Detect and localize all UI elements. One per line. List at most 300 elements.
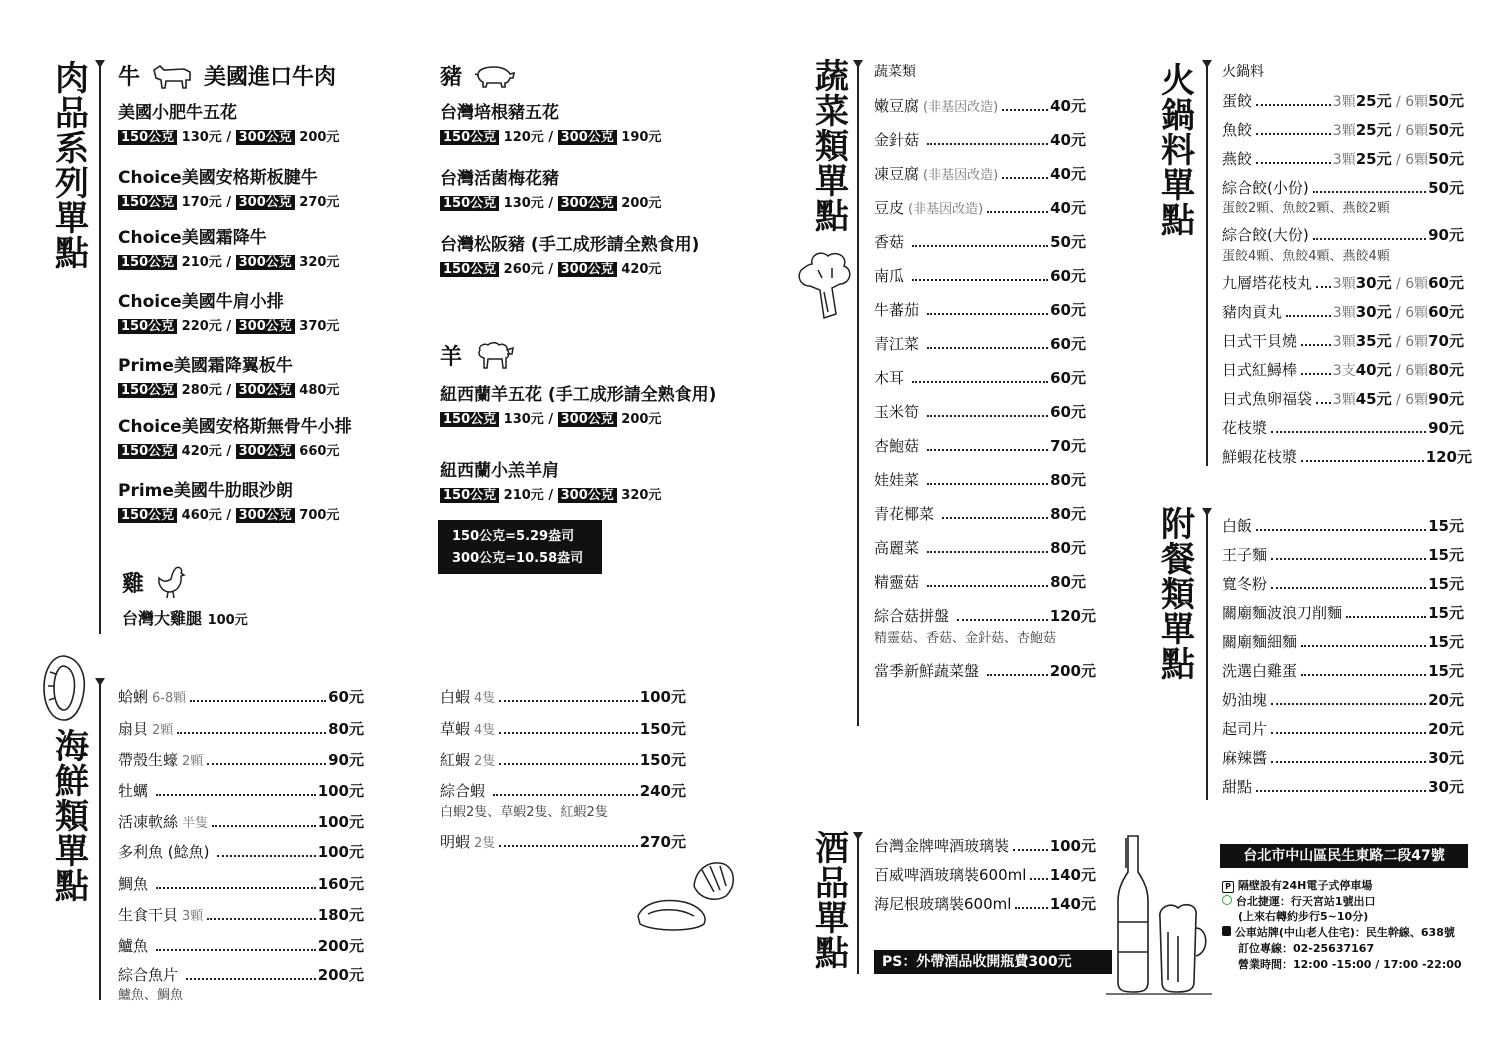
item-name: 燕餃	[1222, 150, 1253, 168]
item-name: 美國小肥牛五花	[118, 103, 237, 123]
metro-icon	[1222, 895, 1232, 905]
conversion-150: 150公克=5.29盎司	[452, 529, 575, 544]
menu-item	[118, 287, 339, 334]
weight-tag: 150公克	[118, 319, 177, 334]
item-name: 精靈菇	[874, 573, 920, 591]
menu-row	[440, 686, 686, 707]
mrt-line	[1222, 893, 1376, 909]
menu-row	[874, 197, 1086, 218]
menu-row	[874, 503, 1086, 524]
item-name: 凍豆腐	[874, 165, 920, 183]
price: 20元	[1428, 720, 1464, 738]
item-name: Prime美國霜降翼板牛	[118, 356, 293, 376]
item-note: 4隻	[474, 691, 496, 706]
menu-row	[1222, 631, 1464, 652]
item-name: 玉米筍	[874, 403, 920, 421]
item-name: 多利魚 (鯰魚)	[118, 843, 210, 861]
price: 80元	[1050, 539, 1086, 557]
meat-divider	[99, 62, 101, 634]
pork-label: 豬	[440, 65, 463, 90]
price: 80元	[1050, 505, 1086, 523]
weight-tag: 300公克	[236, 195, 295, 210]
price: 150元	[639, 751, 686, 769]
menu-row: 燕餃 3顆 25元 / 6顆 50元	[1222, 150, 1464, 168]
price: 260元 /	[503, 262, 554, 277]
price: 30元	[1355, 274, 1392, 292]
qty: 3顆	[1332, 392, 1356, 408]
price: 80元	[1050, 471, 1086, 489]
menu-item	[118, 223, 339, 270]
price: 130元 /	[503, 412, 554, 427]
price: 100元	[1049, 837, 1096, 855]
mrt-text: 台北捷運：行天宮站1號出口	[1235, 895, 1376, 908]
vegetable-header: 蔬菜類	[874, 64, 916, 80]
item-note: 2隻	[474, 754, 496, 769]
qty: 6顆	[1405, 392, 1429, 408]
qty: 3支	[1332, 363, 1356, 379]
menu-row	[118, 686, 364, 707]
hotpot-divider	[1206, 62, 1208, 466]
menu-row	[440, 831, 686, 852]
item-name: 牡蠣	[118, 782, 149, 800]
price: 50元	[1428, 121, 1464, 139]
menu-row	[118, 841, 364, 862]
price: 50元	[1050, 233, 1086, 251]
menu-row	[874, 333, 1086, 354]
bus-text: 公車站牌(中山老人住宅)：民生幹線、638號	[1234, 926, 1455, 939]
price: 420元 /	[181, 444, 232, 459]
conversion-box	[438, 520, 602, 574]
weight-tag: 150公克	[118, 508, 177, 523]
menu-row	[874, 835, 1096, 856]
item-name: 明蝦	[440, 833, 471, 851]
weight-tag: 300公克	[236, 444, 295, 459]
bus-icon	[1222, 926, 1231, 936]
price: 15元	[1428, 546, 1464, 564]
weight-tag: 300公克	[558, 262, 617, 277]
price: 15元	[1428, 517, 1464, 535]
price: 90元	[1428, 419, 1464, 437]
item-name: 關廟麵波浪刀削麵	[1222, 604, 1343, 622]
item-name: 香菇	[874, 233, 905, 251]
price: 15元	[1428, 633, 1464, 651]
item-name: 杏鮑菇	[874, 437, 920, 455]
menu-row	[1222, 689, 1464, 710]
price: 25元	[1355, 150, 1392, 168]
item-note: 4隻	[474, 723, 496, 738]
item-name: 木耳	[874, 369, 905, 387]
menu-row	[118, 935, 364, 956]
chicken-label: 雞	[122, 571, 145, 597]
bus-line	[1222, 924, 1455, 940]
menu-row	[118, 811, 364, 832]
qty: 3顆	[1332, 276, 1356, 292]
price: 70元	[1050, 437, 1086, 455]
menu-row	[1222, 177, 1464, 198]
price: 60元	[1050, 301, 1086, 319]
price: 130元 /	[503, 196, 554, 211]
price: 200元	[621, 412, 662, 427]
weight-tag: 150公克	[440, 262, 499, 277]
menu-row	[1222, 776, 1464, 797]
price: 170元 /	[181, 195, 232, 210]
item-name: 綜合蝦	[440, 782, 486, 800]
price: 240元	[639, 782, 686, 800]
menu-row	[118, 780, 364, 801]
menu-row	[874, 265, 1086, 286]
menu-row	[874, 537, 1086, 558]
price: 120元	[1425, 448, 1472, 466]
price: 15元	[1428, 575, 1464, 593]
price: 40元	[1050, 131, 1086, 149]
price: 90元	[1428, 226, 1464, 244]
item-name: 紐西蘭羊五花 (手工成形請全熟食用)	[440, 385, 717, 405]
item-note: 2顆	[152, 723, 174, 738]
item-name: Prime美國牛肋眼沙朗	[118, 481, 293, 501]
seafood-section-title: 海 鮮 類 單 點	[55, 727, 89, 907]
menu-row	[874, 893, 1096, 914]
menu-item	[440, 456, 661, 503]
price: 20元	[1428, 691, 1464, 709]
menu-item	[118, 163, 339, 210]
item-name: 日式干貝燒	[1222, 332, 1298, 350]
price: 40元	[1355, 361, 1392, 379]
item-note: 2隻	[474, 836, 496, 851]
weight-tag: 300公克	[236, 255, 295, 270]
meat-section-title: 肉 品 系 列 單 點	[55, 59, 89, 274]
qty: 3顆	[1332, 94, 1356, 110]
weight-tag: 150公克	[440, 196, 499, 211]
item-name: 活凍軟絲	[118, 813, 179, 831]
weight-tag: 150公克	[118, 195, 177, 210]
weight-tag: 300公克	[558, 488, 617, 503]
price: 40元	[1050, 199, 1086, 217]
qty: 6顆	[1405, 305, 1429, 321]
menu-row	[118, 904, 364, 925]
item-name: 九層塔花枝丸	[1222, 274, 1313, 292]
price: 480元	[299, 383, 340, 398]
item-name: 蛋餃	[1222, 92, 1253, 110]
item-name: 白蝦	[440, 688, 471, 706]
item-name: 王子麵	[1222, 546, 1268, 564]
price: 30元	[1428, 778, 1464, 796]
item-name: 嫩豆腐	[874, 97, 920, 115]
weight-tag: 150公克	[118, 444, 177, 459]
menu-row	[874, 605, 1096, 626]
weight-tag: 300公克	[236, 383, 295, 398]
item-name: 金針菇	[874, 131, 920, 149]
item-name: 魚餃	[1222, 121, 1253, 139]
item-name: 鱸魚	[118, 937, 149, 955]
parking-line	[1222, 877, 1372, 893]
drinks-divider	[857, 834, 859, 974]
menu-item	[118, 98, 339, 145]
price: 60元	[1050, 403, 1086, 421]
menu-row	[874, 435, 1086, 456]
qty: 6顆	[1405, 94, 1429, 110]
beef-label: 牛	[118, 65, 141, 90]
menu-row: 魚餃 3顆 25元 / 6顆 50元	[1222, 121, 1464, 139]
corkage-note: PS：外帶酒品收開瓶費300元	[874, 950, 1112, 974]
menu-row	[874, 231, 1086, 252]
weight-tag: 300公克	[558, 130, 617, 145]
item-name: 關廟麵細麵	[1222, 633, 1298, 651]
price: 120元 /	[503, 130, 554, 145]
beef-header	[118, 60, 336, 91]
item-name: Choice美國安格斯無骨牛小排	[118, 417, 352, 437]
qty: 6顆	[1405, 363, 1429, 379]
qty: 6顆	[1405, 276, 1429, 292]
item-name: 鮮蝦花枝漿	[1222, 448, 1298, 466]
item-name: 青江菜	[874, 335, 920, 353]
qty: 3顆	[1332, 334, 1356, 350]
price: 370元	[299, 319, 340, 334]
price: 130元 /	[181, 130, 232, 145]
weight-tag: 300公克	[558, 412, 617, 427]
price: 280元 /	[181, 383, 232, 398]
menu-row: 日式魚卵福袋 3顆 45元 / 6顆 90元	[1222, 390, 1464, 408]
menu-row	[874, 401, 1086, 422]
price: 320元	[299, 255, 340, 270]
item-name: 台灣松阪豬 (手工成形請全熟食用)	[440, 235, 700, 255]
chicken-header	[122, 564, 188, 600]
item-name: 台灣大雞腿	[122, 609, 203, 628]
item-note: 3顆	[182, 909, 204, 924]
item-name: 青花椰菜	[874, 505, 935, 523]
qty: 6顆	[1405, 152, 1429, 168]
price: 220元 /	[181, 319, 232, 334]
qty: 3顆	[1332, 123, 1356, 139]
price: 35元	[1355, 332, 1392, 350]
menu-row	[874, 660, 1096, 681]
item-name: 綜合菇拼盤	[874, 607, 950, 625]
price: 40元	[1050, 165, 1086, 183]
menu-row	[118, 964, 364, 985]
qty: 3顆	[1332, 152, 1356, 168]
price: 80元	[328, 720, 364, 738]
item-name: 日式魚卵福袋	[1222, 390, 1313, 408]
menu-row	[1222, 515, 1464, 536]
item-name: 綜合魚片	[118, 966, 179, 984]
weight-tag: 300公克	[236, 319, 295, 334]
beer-icon	[1104, 832, 1214, 998]
vegetable-section-title: 蔬 菜 類 單 點	[815, 57, 849, 237]
price: 40元	[1050, 97, 1086, 115]
price: 200元	[621, 196, 662, 211]
menu-row	[118, 749, 364, 770]
item-name: 台灣活菌梅花豬	[440, 169, 559, 189]
price: 50元	[1428, 150, 1464, 168]
price: 200元	[1049, 662, 1096, 680]
price: 80元	[1428, 361, 1464, 379]
item-name: 高麗菜	[874, 539, 920, 557]
price: 210元 /	[181, 255, 232, 270]
weight-tag: 150公克	[118, 383, 177, 398]
qty: 6顆	[1405, 334, 1429, 350]
menu-item	[118, 351, 339, 398]
weight-tag: 150公克	[118, 130, 177, 145]
item-name: 奶油塊	[1222, 691, 1268, 709]
menu-row	[118, 718, 364, 739]
item-note: 半隻	[182, 816, 209, 831]
item-name: 綜合餃(小份)	[1222, 179, 1309, 197]
price: 70元	[1428, 332, 1464, 350]
price: 90元	[1428, 390, 1464, 408]
hours-line: 營業時間：12:00 -15:00 / 17:00 -22:00	[1238, 958, 1462, 971]
price: 100元	[317, 843, 364, 861]
item-name: 日式紅鱘棒	[1222, 361, 1298, 379]
seafood-divider	[99, 680, 101, 1000]
menu-row: 日式紅鱘棒 3支 40元 / 6顆 80元	[1222, 361, 1464, 379]
item-name: Choice美國霜降牛	[118, 228, 267, 248]
menu-row: 九層塔花枝丸 3顆 30元 / 6顆 60元	[1222, 274, 1464, 292]
weight-tag: 150公克	[440, 130, 499, 145]
menu-row	[1222, 417, 1464, 438]
price: 200元	[317, 937, 364, 955]
conversion-300: 300公克=10.58盎司	[452, 551, 584, 566]
price: 50元	[1428, 179, 1464, 197]
item-name: 娃娃菜	[874, 471, 920, 489]
item-name: 帶殼生蠔	[118, 751, 179, 769]
menu-row	[874, 367, 1086, 388]
menu-row: 豬肉貢丸 3顆 30元 / 6顆 60元	[1222, 303, 1464, 321]
menu-row	[874, 129, 1086, 150]
menu-row	[874, 864, 1096, 885]
price: 100元	[317, 813, 364, 831]
sides-section-title: 附 餐 類 單 點	[1161, 505, 1195, 685]
price: 25元	[1355, 121, 1392, 139]
item-note: 6-8顆	[152, 691, 187, 706]
sheep-icon	[472, 338, 516, 372]
phone-line: 訂位專線：02-25637167	[1238, 942, 1375, 955]
price: 200元	[317, 966, 364, 984]
price: 60元	[328, 688, 364, 706]
item-name: 花枝漿	[1222, 419, 1268, 437]
weight-tag: 150公克	[440, 488, 499, 503]
menu-row	[1222, 747, 1464, 768]
price: 90元	[328, 751, 364, 769]
price: 700元	[299, 508, 340, 523]
chicken-icon	[154, 564, 188, 600]
menu-item	[118, 476, 339, 523]
price: 100元	[207, 613, 248, 628]
price: 460元 /	[181, 508, 232, 523]
oyster-icon	[40, 652, 88, 724]
item-note: (非基因改造)	[923, 100, 999, 115]
parking-icon: P	[1222, 881, 1234, 893]
address-banner: 台北市中山區民生東路二段47號	[1220, 844, 1468, 868]
menu-row	[1222, 573, 1464, 594]
price: 200元	[299, 130, 340, 145]
menu-row	[874, 163, 1086, 184]
item-name: 百威啤酒玻璃裝600ml	[874, 866, 1027, 884]
price: 160元	[317, 875, 364, 893]
price: 120元	[1049, 607, 1096, 625]
price: 60元	[1050, 369, 1086, 387]
item-sub-note: 蛋餃2顆、魚餃2顆、燕餃2顆	[1222, 201, 1390, 216]
menu-item	[440, 164, 661, 211]
price: 60元	[1428, 274, 1464, 292]
lamb-label: 羊	[440, 344, 463, 370]
price: 100元	[317, 782, 364, 800]
price: 420元	[621, 262, 662, 277]
item-note: (非基因改造)	[923, 168, 999, 183]
item-sub-note: 蛋餃4顆、魚餃4顆、燕餃4顆	[1222, 249, 1390, 264]
item-name: 寬冬粉	[1222, 575, 1268, 593]
item-name: 台灣培根豬五花	[440, 103, 559, 123]
price: 50元	[1428, 92, 1464, 110]
item-name: 麻辣醬	[1222, 749, 1268, 767]
menu-row	[874, 571, 1086, 592]
item-name: 紐西蘭小羔羊肩	[440, 461, 559, 481]
weight-tag: 150公克	[118, 255, 177, 270]
item-note: (非基因改造)	[908, 202, 984, 217]
menu-row	[874, 299, 1086, 320]
qty: 3顆	[1332, 305, 1356, 321]
price: 25元	[1355, 92, 1392, 110]
menu-row	[440, 718, 686, 739]
price: 60元	[1428, 303, 1464, 321]
price: 100元	[639, 688, 686, 706]
menu-row	[1222, 660, 1464, 681]
menu-row	[440, 780, 686, 801]
item-name: 生食干貝	[118, 906, 179, 924]
price: 140元	[1049, 866, 1096, 884]
menu-row	[440, 749, 686, 770]
price: 60元	[1050, 267, 1086, 285]
lamb-header	[440, 338, 516, 372]
menu-row	[874, 469, 1086, 490]
price: 660元	[299, 444, 340, 459]
hotpot-section-title: 火 鍋 料 單 點	[1161, 61, 1195, 241]
item-name: Choice美國安格斯板腱牛	[118, 168, 318, 188]
item-name: 牛蕃茄	[874, 301, 920, 319]
parking-text: 隔壁設有24H電子式停車場	[1237, 879, 1373, 892]
menu-row	[1222, 224, 1464, 245]
pig-icon	[472, 63, 516, 89]
menu-row	[874, 95, 1086, 116]
menu-row	[118, 873, 364, 894]
item-name: 南瓜	[874, 267, 905, 285]
item-name: 海尼根玻璃裝600ml	[874, 895, 1012, 913]
weight-tag: 300公克	[558, 196, 617, 211]
item-sub-note: 精靈菇、香菇、金針菇、杏鮑菇	[874, 631, 1057, 646]
item-name: Choice美國牛肩小排	[118, 292, 284, 312]
drinks-section-title: 酒 品 單 點	[815, 829, 849, 974]
pork-header	[440, 60, 516, 91]
weight-tag: 150公克	[440, 412, 499, 427]
price: 270元	[639, 833, 686, 851]
item-name: 當季新鮮蔬菜盤	[874, 662, 980, 680]
broccoli-icon	[792, 248, 858, 322]
weight-tag: 300公克	[236, 130, 295, 145]
price: 140元	[1049, 895, 1096, 913]
price: 190元	[621, 130, 662, 145]
item-sub-note: 鱸魚、鯛魚	[118, 988, 184, 1003]
menu-row	[1222, 718, 1464, 739]
price: 60元	[1050, 335, 1086, 353]
item-name: 紅蝦	[440, 751, 471, 769]
item-name: 甜點	[1222, 778, 1253, 796]
sides-divider	[1206, 510, 1208, 800]
item-name: 白飯	[1222, 517, 1253, 535]
item-name: 扇貝	[118, 720, 149, 738]
item-note: 2顆	[182, 754, 204, 769]
item-name: 台灣金牌啤酒玻璃裝	[874, 837, 1010, 855]
menu-row: 日式干貝燒 3顆 35元 / 6顆 70元	[1222, 332, 1464, 350]
price: 15元	[1428, 662, 1464, 680]
cow-icon	[150, 62, 194, 90]
